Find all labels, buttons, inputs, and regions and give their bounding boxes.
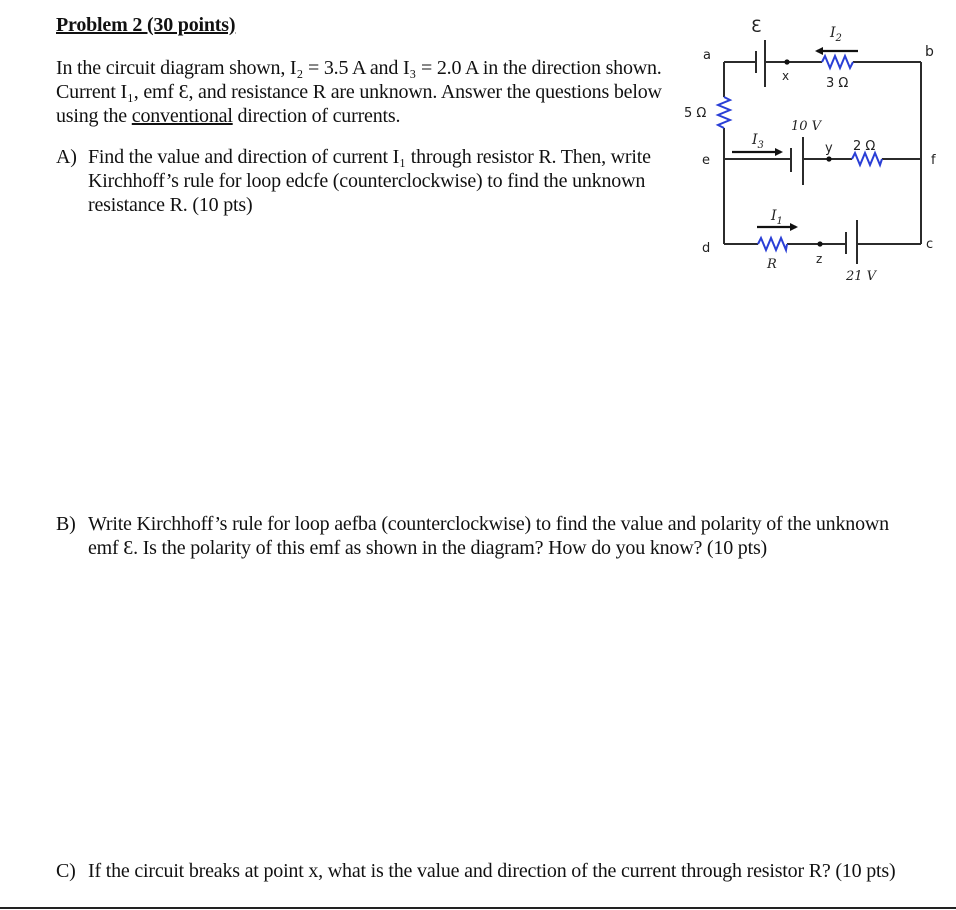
point-z-dot — [817, 241, 822, 246]
node-b-label: b — [925, 44, 934, 60]
node-c-label: c — [926, 237, 934, 252]
node-a-label: a — [703, 48, 711, 63]
question-label: A) — [56, 146, 77, 168]
resistor-5ohm-icon — [718, 97, 730, 128]
current-i2-label: $I_2$ — [830, 25, 842, 44]
current-i3-label: $I_3$ — [752, 132, 764, 151]
question-b — [56, 512, 906, 560]
battery-emf-unknown-icon — [756, 40, 765, 87]
resistor-3ohm-label: 3 Ω — [826, 76, 849, 91]
intro-text-2: direction of currents. — [232, 105, 401, 127]
intro-text-1: In the circuit diagram shown, I₂ = 3.5 A and I₃ = 2.0 A in the direction shown. Current I₁, emf Ɛ, and resistance R are unknown. Answer the questions below using the — [56, 57, 662, 127]
node-d-label: d — [702, 241, 711, 256]
circuit-diagram — [0, 0, 956, 300]
battery-10v-icon — [791, 137, 803, 185]
resistor-5ohm-label: 5 Ω — [684, 106, 707, 121]
current-i1-label: $I_1$ — [771, 208, 783, 227]
question-text: If the circuit breaks at point x, what is the value and direction of the current through resistor R? (10 pts) — [88, 860, 896, 882]
resistor-r-label: R — [767, 257, 777, 272]
point-x-dot — [784, 59, 789, 64]
resistor-3ohm-icon — [822, 56, 853, 68]
battery-21v-icon — [846, 220, 857, 264]
battery-21v-label: 21 V — [846, 269, 877, 284]
question-text: Write Kirchhoff’s rule for loop aefba (counterclockwise) to find the value and polarity of the unknown emf Ɛ. Is the polarity of this emf as shown in the diagram? How do you know? (10 pts) — [88, 513, 889, 559]
question-label: C) — [56, 860, 76, 882]
emf-unknown-label: Ɛ — [751, 17, 762, 37]
resistor-r-icon — [758, 238, 787, 250]
point-z-label: z — [816, 252, 823, 266]
node-f-label: f — [931, 153, 936, 168]
resistor-2ohm-label: 2 Ω — [853, 139, 876, 154]
question-c — [56, 859, 906, 883]
node-e-label: e — [702, 153, 710, 168]
point-x-label: x — [782, 69, 790, 83]
resistor-2ohm-icon — [852, 153, 882, 165]
point-y-dot — [826, 156, 831, 161]
point-y-label: y — [825, 141, 833, 156]
intro-underlined-word: conventional — [131, 105, 233, 127]
battery-10v-label: 10 V — [791, 119, 822, 134]
question-label: B) — [56, 513, 76, 535]
question-text: Find the value and direction of current I₁ through resistor R. Then, write Kirchhoff’s rule for loop edcfe (counterclockwise) to find the unknown resistance R. (10 pts) — [88, 146, 651, 216]
problem-title: Problem 2 (30 points) — [56, 14, 236, 36]
page-bottom-rule — [0, 907, 956, 909]
